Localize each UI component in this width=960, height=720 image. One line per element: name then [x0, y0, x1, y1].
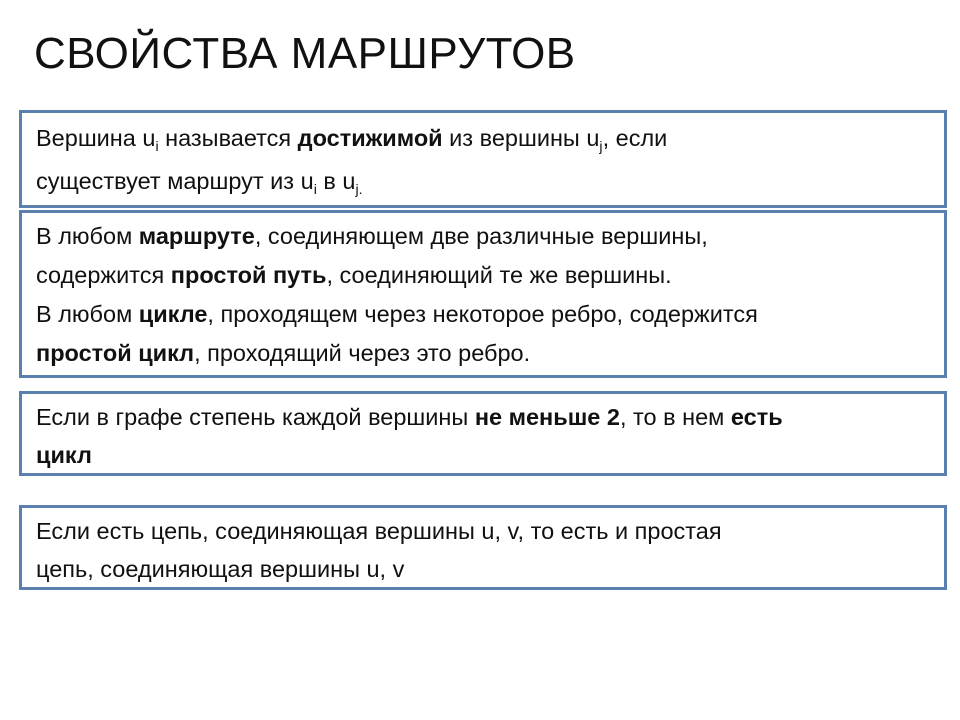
- box2-line1: В любом маршруте, соединяющем две различные вершины,: [36, 223, 708, 249]
- term-route: маршруте: [138, 223, 255, 249]
- term-reachable: достижимой: [297, 125, 443, 151]
- box1-line1: Вершина $u_i$ называется достижимой из вершины $u_j$, если: [36, 125, 668, 154]
- term-not-less-than-2: не меньше 2: [474, 404, 620, 430]
- term-simple-path: простой путь: [170, 262, 327, 288]
- box2-line3: В любом цикле, проходящем через некоторое ребро, содержится: [36, 301, 758, 327]
- term-cycle-2: цикл: [36, 442, 92, 468]
- term-cycle: цикле: [138, 301, 208, 327]
- box3-line1: Если в графе степень каждой вершины не меньше 2, то в нем есть: [36, 404, 783, 430]
- box4-line1: Если есть цепь, соединяющая вершины u, v, то есть и простая: [36, 518, 722, 544]
- box4-line2: цепь, соединяющая вершины u, v: [36, 556, 405, 582]
- route-cycle-properties-box: [19, 210, 947, 378]
- term-simple-cycle: простой цикл: [36, 340, 195, 366]
- term-exists: есть: [730, 404, 783, 430]
- box3-line2: [36, 436, 932, 474]
- box2-line2: содержится простой путь, соединяющий те же вершины.: [36, 262, 672, 288]
- slide-title: СВОЙСТВА МАРШРУТОВ: [34, 29, 576, 78]
- degree-cycle-box: [19, 391, 947, 476]
- chain-simple-chain-box: [19, 505, 947, 590]
- box2-line4: простой цикл, проходящий через это ребро.: [36, 340, 531, 366]
- reachability-definition-box: [19, 110, 947, 208]
- box1-line2: существует маршрут из $u_i$ в $u_{j.}$: [36, 168, 363, 197]
